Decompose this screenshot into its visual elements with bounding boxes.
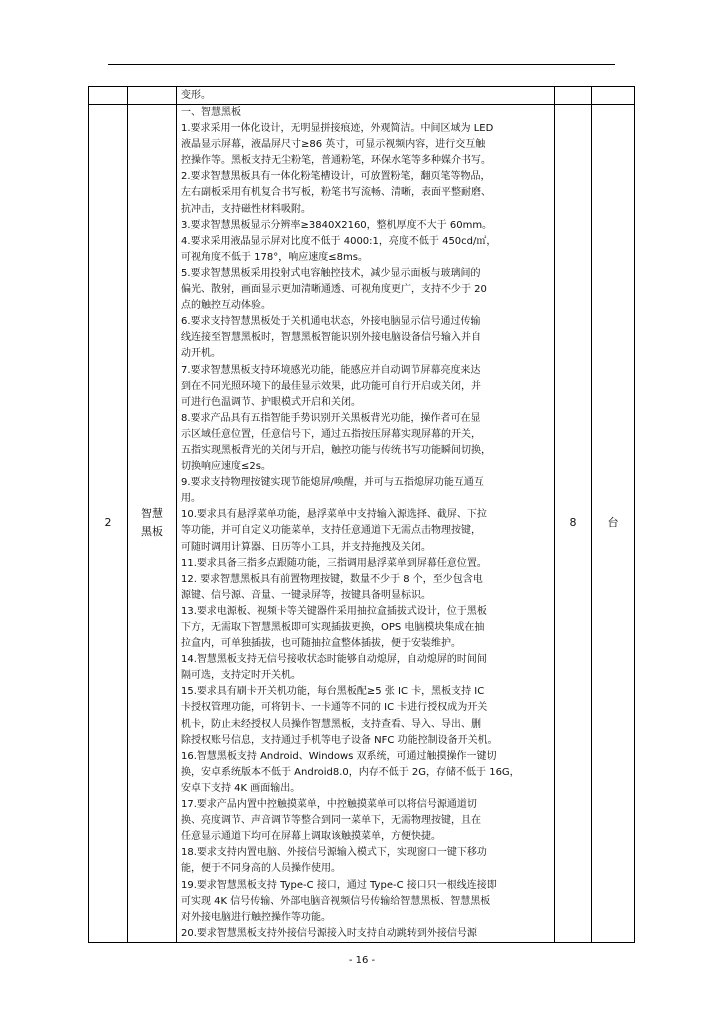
content-line: 17.要求产品内置中控触摸菜单，中控触摸菜单可以将信号源通道切 (181, 799, 477, 811)
spec-table (88, 86, 635, 943)
content-line: 卡授权管理功能，可将钥卡、一卡通等不同的 IC 卡进行授权成为开关 (181, 702, 488, 714)
content-line: 动开机。 (181, 348, 221, 360)
content-cell (177, 105, 555, 943)
page-number: - 16 - (348, 955, 376, 966)
continuation-content-cell (177, 87, 555, 105)
content-line: 可随时调用计算器、日历等小工具，并支持拖拽及关闭。 (181, 541, 431, 553)
content-line: 可实现 4K 信号传输、外部电脑音视频信号传输给智慧黑板、智慧黑板 (181, 895, 491, 907)
content-line: 任意显示通道下均可在屏幕上调取该触摸菜单，方便快捷。 (181, 831, 441, 843)
content-line: 16.智慧黑板支持 Android、Windows 双系统，可通过触摸操作一键切 (181, 750, 497, 762)
content-line: 变形。 (181, 90, 211, 102)
name-cell: 智慧黑板 (128, 105, 177, 943)
content-line: 抗冲击，支持磁性材料吸附。 (181, 203, 311, 215)
content-line: 8.要求产品具有五指智能手势识别开关黑板背光功能，操作者可在显 (181, 412, 481, 424)
header-rule (108, 64, 615, 65)
content-line: 6.要求支持智慧黑板处于关机通电状态，外接电脑显示信号通过传输 (181, 316, 481, 328)
content-line: 到在不同光照环境下的最佳显示效果，此功能可自行开启或关闭，并 (181, 380, 481, 392)
content-line: 线连接至智慧黑板时，智慧黑板智能识别外接电脑设备信号输入并自 (181, 332, 481, 344)
content-line: 7.要求智慧黑板支持环境感光功能，能感应并自动调节屏幕亮度来达 (181, 364, 481, 376)
content-line: 机卡，防止未经授权人员操作智慧黑板，支持查看、导入、导出、删 (181, 718, 481, 730)
continuation-name-cell (128, 87, 177, 105)
content-line: 液晶显示屏幕，液晶屏尺寸≥86 英寸，可显示视频内容，进行交互触 (181, 139, 486, 151)
content-line: 切换响应速度≤2s。 (181, 461, 271, 473)
content-line: 拉盒内，可单独插拔，也可随抽拉盒整体插拔，便于安装维护。 (181, 638, 461, 650)
continuation-quantity-cell (555, 87, 592, 105)
content-line: 可视角度不低于 178°，响应速度≤8ms。 (181, 251, 368, 263)
content-line: 隔可选，支持定时开关机。 (181, 670, 301, 682)
content-line: 五指实现黑板背光的关闭与开启，触控功能与传统书写功能瞬间切换， (181, 444, 491, 456)
content-line: 3.要求智慧黑板显示分辨率≥3840X2160，整机厚度不大于 60mm。 (181, 219, 493, 231)
content-line: 5.要求智慧黑板采用投射式电容触控技术，减少显示面板与玻璃间的 (181, 267, 481, 279)
content-line: 10.要求具有悬浮菜单功能，悬浮菜单中支持输入源选择、截屏、下拉 (181, 509, 487, 521)
item-row (89, 105, 635, 943)
content-line: 对外接电脑进行触控操作等功能。 (181, 911, 331, 923)
content-line: 下方，无需取下智慧黑板即可实现插拔更换，OPS 电脑模块集成在抽 (181, 622, 485, 633)
content-line: 示区域任意位置，任意信号下，通过五指按压屏幕实现屏幕的开关， (181, 428, 481, 440)
content-line: 11.要求具备三指多点跟随功能，三指调用悬浮菜单到屏幕任意位置。 (181, 557, 487, 569)
content-line: 能，便于不同身高的人员操作使用。 (181, 863, 341, 875)
continuation-unit-cell (592, 87, 635, 105)
content-line: 控操作等。黑板支持无尘粉笔，普通粉笔，环保水笔等多种媒介书写。 (181, 155, 491, 167)
content-line: 9.要求支持物理按键实现节能熄屏/唤醒，并可与五指熄屏功能互通互 (181, 477, 484, 489)
content-line: 换、亮度调节、声音调节等整合到同一菜单下，无需物理按键，且在 (181, 815, 481, 827)
continuation-row (89, 87, 635, 105)
content-line: 除授权账号信息，支持通过手机等电子设备 NFC 功能控制设备开关机。 (181, 734, 498, 746)
content-line: 20.要求智慧黑板支持外接信号源接入时支持自动跳转到外接信号源 (181, 927, 477, 939)
content-line: 换，安卓系统版本不低于 Android8.0，内存不低于 2G，存储不低于 16G， (181, 766, 520, 778)
content-line: 左右副板采用有机复合书写板，粉笔书写流畅、清晰，表面平整耐磨、 (181, 187, 491, 199)
continuation-index-cell (89, 87, 128, 105)
content-line: 安卓下支持 4K 画面输出。 (181, 782, 301, 794)
content-line: 可进行色温调节、护眼模式开启和关闭。 (181, 396, 361, 408)
index-cell: 2 (89, 105, 128, 943)
content-line: 4.要求采用液晶显示屏对比度不低于 4000:1，亮度不低于 450cd/㎡， (181, 235, 497, 247)
content-line: 源键、信号源、音量、一键录屏等，按键具备明显标识。 (181, 589, 431, 601)
content-line: 用。 (181, 493, 201, 505)
content-line: 15.要求具有刷卡开关机功能，每台黑板配≥5 张 IC 卡，黑板支持 IC (181, 686, 485, 698)
content-line: 19.要求智慧黑板支持 Type-C 接口，通过 Type-C 接口只一根线连接即 (181, 879, 497, 891)
content-line: 1.要求采用一体化设计，无明显拼接痕迹，外观简洁。中间区域为 LED (181, 123, 494, 135)
content-line: 18.要求支持内置电脑、外接信号源输入模式下，实现窗口一键下移功 (181, 847, 487, 859)
content-line: 14.智慧黑板支持无信号接收状态时能够自动熄屏，自动熄屏的时间间 (181, 654, 487, 666)
content-line: 一、智慧黑板 (181, 107, 241, 118)
content-line: 偏光、散射，画面显示更加清晰通透、可视角度更广，支持不少于 20 (181, 284, 487, 296)
content-line: 点的触控互动体验。 (181, 300, 271, 312)
content-line: 12. 要求智慧黑板具有前置物理按键，数量不少于 8 个，至少包含电 (181, 573, 483, 585)
content-line: 等功能，并可自定义功能菜单，支持任意通道下无需点击物理按键， (181, 525, 481, 537)
content-line: 2.要求智慧黑板具有一体化粉笔槽设计，可放置粉笔，翻页笔等物品， (181, 171, 491, 183)
unit-cell: 台 (592, 105, 635, 943)
content-line: 13.要求电源板、视频卡等关键器件采用抽拉盒插拔式设计，位于黑板 (181, 605, 487, 617)
quantity-cell: 8 (555, 105, 592, 943)
